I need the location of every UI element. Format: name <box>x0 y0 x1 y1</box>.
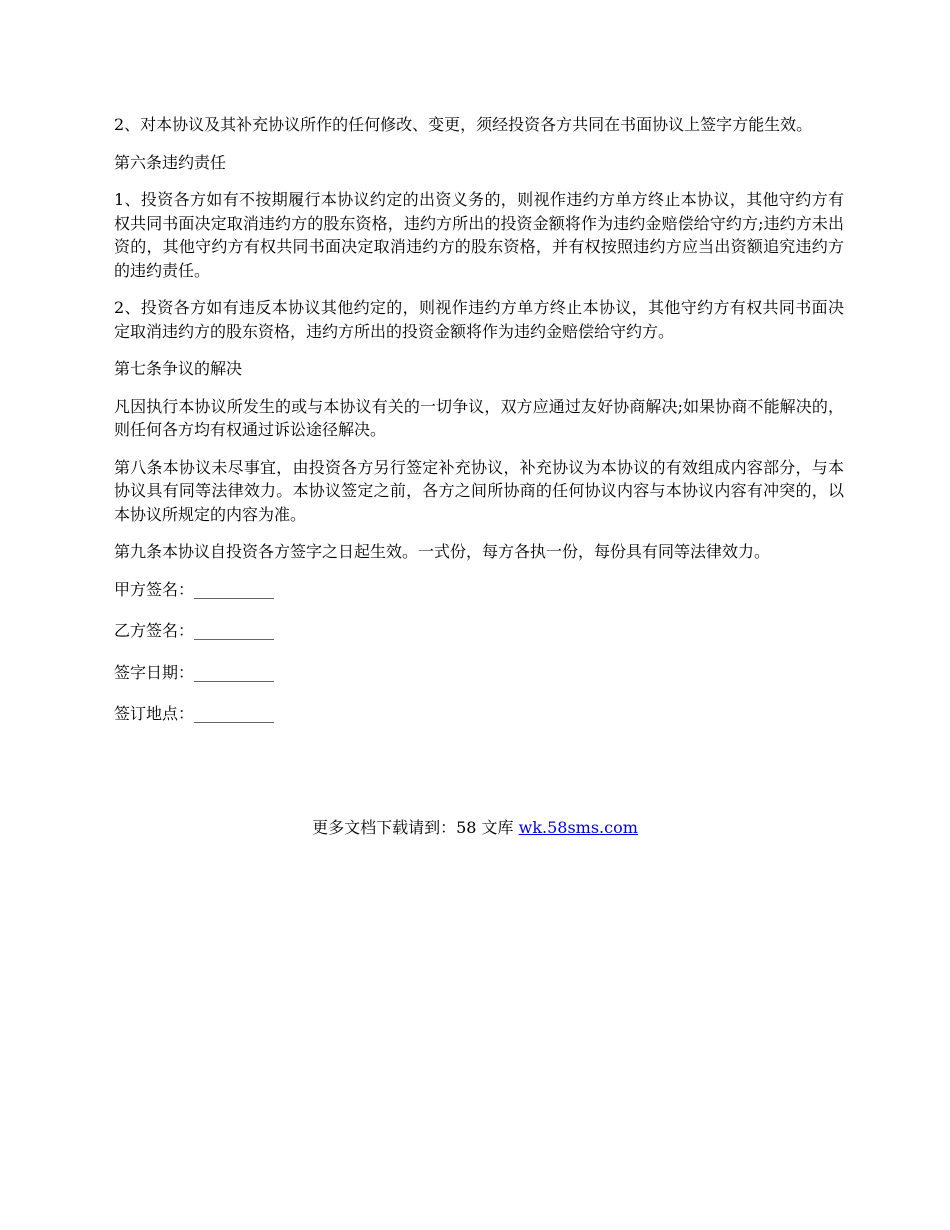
clause-amendment-paragraph: 2、对本协议及其补充协议所作的任何修改、变更，须经投资各方共同在书面协议上签字方能生效。 <box>114 115 813 134</box>
footer <box>0 817 950 839</box>
party-b-signature-line: 乙方签名：__________ <box>114 621 275 640</box>
footer-link[interactable]: wk.58sms.com <box>518 818 638 837</box>
article-six-heading: 第六条违约责任 <box>114 152 227 172</box>
party-a-signature-line: 甲方签名：__________ <box>114 579 275 599</box>
article-nine-paragraph: 第九条本协议自投资各方签字之日起生效。一式份，每方各执一份，每份具有同等法律效力。 <box>114 542 771 561</box>
signature-block <box>114 578 844 726</box>
sign-date-line: 签字日期：__________ <box>114 662 275 682</box>
sign-location-line: 签订地点：__________ <box>114 704 275 723</box>
article-eight-paragraph: 第八条本协议未尽事宜，由投资各方另行签定补充协议，补充协议为本协议的有效组成内容部分，与本协议具有同等法律效力。本协议签定之前，各方之间所协商的任何协议内容与本协议内容有冲突的，以本协议所规定的内容为准。 <box>114 457 844 524</box>
article-seven-heading: 第七条争议的解决 <box>114 359 243 378</box>
document-body <box>114 113 844 744</box>
breach-paragraph-2: 2、投资各方如有违反本协议其他约定的，则视作违约方单方终止本协议，其他守约方有权共同书面决定取消违约方的股东资格，违约方所出的投资金额将作为违约金赔偿给守约方。 <box>114 298 844 341</box>
breach-paragraph-1: 1、投资各方如有不按期履行本协议约定的出资义务的，则视作违约方单方终止本协议，其他守约方有权共同书面决定取消违约方的股东资格，违约方所出的投资金额将作为违约金赔偿给守约方;违约方未出资的，其他守约方有权共同书面决定取消违约方的股东资格，并有权按照违约方应当出资额追究违约方的违约责任。 <box>114 190 844 280</box>
dispute-resolution-paragraph: 凡因执行本协议所发生的或与本协议有关的一切争议，双方应通过友好协商解决;如果协商不能解决的，则任何各方均有权通过诉讼途径解决。 <box>114 396 844 439</box>
footer-text: 更多文档下载请到：58 文库 <box>312 818 519 837</box>
